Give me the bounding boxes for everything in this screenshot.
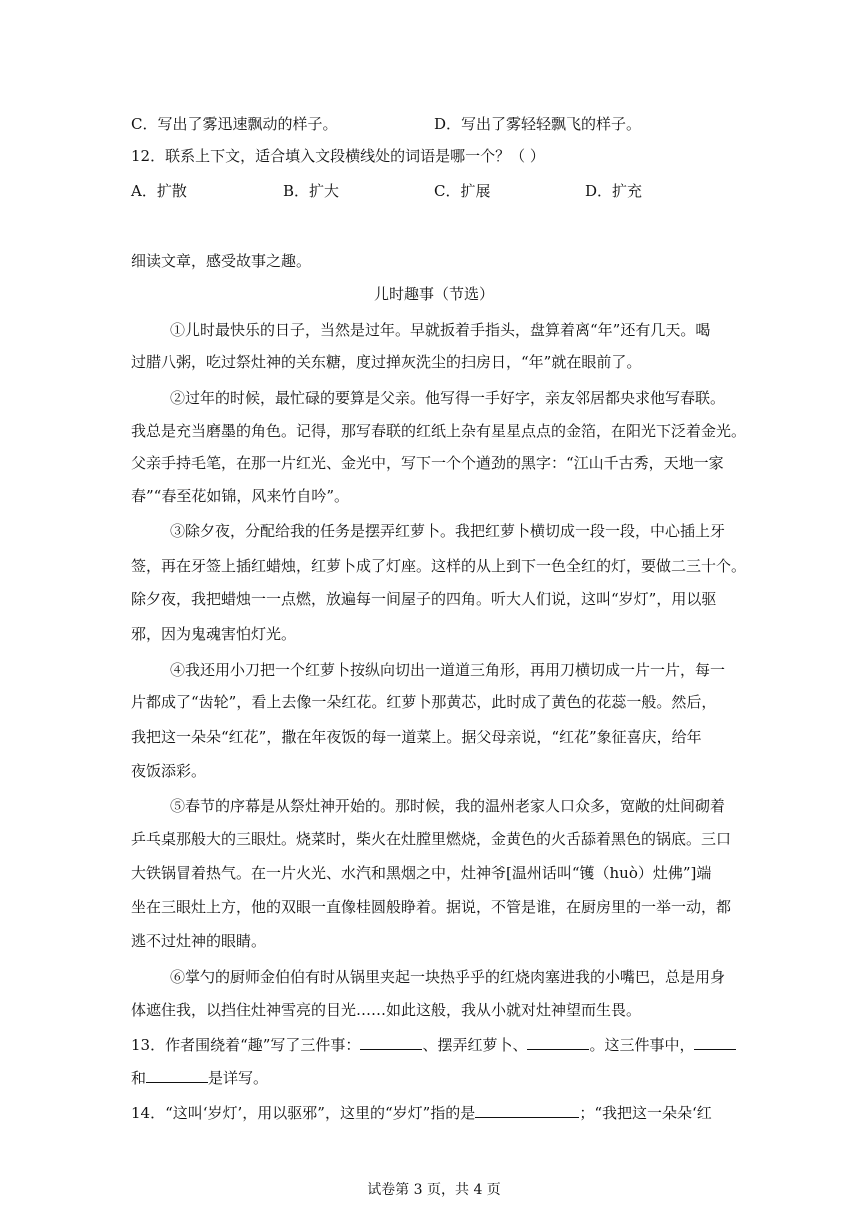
answer-blank[interactable] bbox=[360, 1035, 422, 1050]
p3-line: 签，再在牙签上插红蜡烛，红萝卜成了灯座。这样的从上到下一色全红的灯，要做二三十个。 bbox=[131, 557, 747, 575]
p4-line: ④我还用小刀把一个红萝卜按纵向切出一道道三角形，再用刀横切成一片一片，每一 bbox=[170, 661, 726, 679]
answer-blank[interactable] bbox=[146, 1068, 208, 1083]
p6-line: ⑥掌勺的厨师金伯伯有时从锅里夹起一块热乎乎的红烧肉塞进我的小嘴巴，总是用身 bbox=[170, 968, 726, 986]
p3-line: ③除夕夜，分配给我的任务是摆弄红萝卜。我把红萝卜横切成一段一段，中心插上牙 bbox=[170, 522, 726, 540]
q12-stem: 12．联系上下文，适合填入文段横线处的词语是哪一个？（ ） bbox=[131, 147, 545, 165]
answer-blank[interactable] bbox=[694, 1035, 736, 1050]
answer-blank[interactable] bbox=[475, 1103, 579, 1118]
p1-line: ①儿时最快乐的日子，当然是过年。早就扳着手指头，盘算着离“年”还有几天。喝 bbox=[170, 321, 711, 339]
q12-option-d: D．扩充 bbox=[585, 182, 643, 200]
q14-text: 14．“这叫‘岁灯’，用以驱邪”，这里的“岁灯”指的是 bbox=[131, 1104, 476, 1122]
q12-option-a: A．扩散 bbox=[131, 182, 187, 200]
q13-text: 、摆弄红萝卜、 bbox=[422, 1036, 528, 1054]
article-title: 儿时趣事（节选） bbox=[373, 285, 494, 303]
p4-line: 片都成了“齿轮”，看上去像一朵红花。红萝卜那黄芯，此时成了黄色的花蕊一般。然后， bbox=[131, 693, 717, 711]
p2-line: ②过年的时候，最忙碌的要算是父亲。他写得一手好字，亲友邻居都央求他写春联。 bbox=[170, 389, 726, 407]
q13-text: 和 bbox=[131, 1069, 147, 1087]
p2-line: 父亲手持毛笔，在那一片红光、金光中，写下一个个遒劲的黑字：“江山千古秀，天地一家 bbox=[131, 454, 724, 472]
q14-text: ；“我把这一朵朵‘红 bbox=[579, 1104, 712, 1122]
q13-text: 。这三件事中， bbox=[589, 1036, 695, 1054]
answer-blank[interactable] bbox=[527, 1035, 589, 1050]
q12-option-b: B．扩大 bbox=[283, 182, 340, 200]
q13-line-2 bbox=[131, 1068, 268, 1088]
p3-line: 邪，因为鬼魂害怕灯光。 bbox=[131, 625, 297, 643]
q11-option-d: D．写出了雾轻轻飘飞的样子。 bbox=[434, 115, 642, 133]
q13-text: 是详写。 bbox=[208, 1069, 269, 1087]
p5-line: 大铁锅冒着热气。在一片火光、水汽和黑烟之中，灶神爷[温州话叫“镬（huò）灶佛”]端 bbox=[131, 864, 712, 882]
q14-line-1 bbox=[131, 1103, 712, 1123]
q13-text: 13．作者围绕着“趣”写了三件事： bbox=[131, 1036, 361, 1054]
p6-line: 体遮住我，以挡住灶神雪亮的目光……如此这般，我从小就对灶神望而生畏。 bbox=[131, 1001, 642, 1019]
p1-line: 过腊八粥，吃过祭灶神的关东糖，度过掸灰洗尘的扫房日，“年”就在眼前了。 bbox=[131, 353, 642, 371]
p4-line: 夜饭添彩。 bbox=[131, 762, 207, 780]
p5-line: 坐在三眼灶上方，他的双眼一直像桂圆般睁着。据说，不管是谁，在厨房里的一举一动，都 bbox=[131, 898, 732, 916]
q11-option-c: C．写出了雾迅速飘动的样子。 bbox=[131, 115, 338, 133]
p5-line: 逃不过灶神的眼睛。 bbox=[131, 932, 267, 950]
q12-option-c: C．扩展 bbox=[434, 182, 491, 200]
q13-line-1 bbox=[131, 1035, 736, 1055]
p2-line: 我总是充当磨墨的角色。记得，那写春联的红纸上杂有星星点点的金箔，在阳光下泛着金光。 bbox=[131, 422, 747, 440]
p5-line: ⑤春节的序幕是从祭灶神开始的。那时候，我的温州老家人口众多，宽敞的灶间砌着 bbox=[170, 797, 726, 815]
p5-line: 乒乓桌那般大的三眼灶。烧菜时，柴火在灶膛里燃烧，金黄色的火舌舔着黑色的锅底。三口 bbox=[131, 830, 732, 848]
p4-line: 我把这一朵朵“红花”，撒在年夜饭的每一道菜上。据父母亲说，“红花”象征喜庆，给年 bbox=[131, 728, 702, 746]
p2-line: 春”“春至花如锦，风来竹自吟”。 bbox=[131, 487, 350, 505]
page-footer: 试卷第 3 页，共 4 页 bbox=[367, 1182, 501, 1198]
section-intro: 细读文章，感受故事之趣。 bbox=[131, 252, 312, 270]
p3-line: 除夕夜，我把蜡烛一一点燃，放遍每一间屋子的四角。听大人们说，这叫“岁灯”，用以驱 bbox=[131, 590, 717, 608]
